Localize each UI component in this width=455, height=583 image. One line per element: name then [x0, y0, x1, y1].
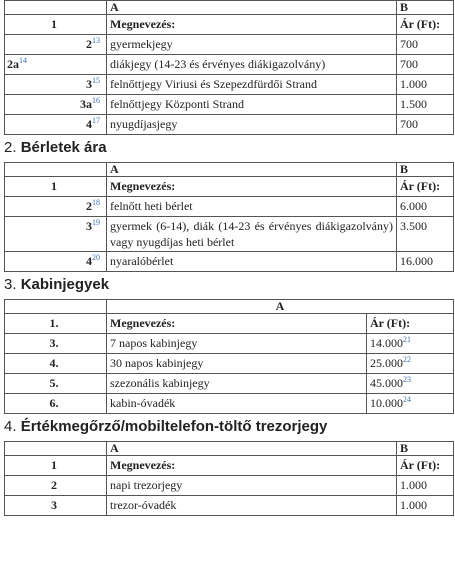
item-price: 1.000: [397, 75, 454, 95]
row-number: $4^{17}$: [5, 115, 107, 135]
footnote-link[interactable]: 14: [19, 56, 27, 65]
item-name: trezor-óvadék: [107, 496, 397, 516]
header-name: Megnevezés:: [107, 314, 367, 334]
item-name: szezonális kabinjegy: [107, 374, 367, 394]
row-number: $3^{19}$: [5, 217, 107, 252]
column-a-label: A: [107, 1, 397, 15]
pass-price-table: [4, 162, 454, 272]
header-price: Ár (Ft):: [397, 15, 454, 35]
row-number: 1: [5, 177, 107, 197]
table-header-row: [5, 15, 454, 35]
item-price: 700: [397, 35, 454, 55]
row-number: 1: [5, 15, 107, 35]
column-letter-row: [5, 300, 454, 314]
table-row: [5, 217, 454, 252]
row-number: $2^{13}$: [5, 35, 107, 55]
item-name: felnőttjegy Viriusi és Szepezdfürdői Strand: [107, 75, 397, 95]
table-row: [5, 374, 454, 394]
column-b-label: B: [397, 1, 454, 15]
item-name: 30 napos kabinjegy: [107, 354, 367, 374]
item-name: napi trezorjegy: [107, 476, 397, 496]
row-number: 3: [5, 496, 107, 516]
row-number: 5.: [5, 374, 107, 394]
table-row: [5, 334, 454, 354]
footnote-link[interactable]: 21: [403, 335, 411, 344]
footnote-link[interactable]: 16: [92, 96, 100, 105]
item-price: 3.500: [397, 217, 454, 252]
item-price: 6.000: [397, 197, 454, 217]
footnote-link[interactable]: 15: [92, 76, 100, 85]
item-price: 1.000: [397, 496, 454, 516]
item-name: nyugdíjasjegy: [107, 115, 397, 135]
table-header-row: [5, 314, 454, 334]
column-letter-row: [5, 1, 454, 15]
header-name: Megnevezés:: [107, 15, 397, 35]
table-row: [5, 75, 454, 95]
table-row: [5, 252, 454, 272]
footnote-link[interactable]: 24: [403, 395, 411, 404]
row-number: $2a^{14}$: [5, 55, 107, 75]
row-number: $3^{15}$: [5, 75, 107, 95]
table-header-row: [5, 177, 454, 197]
item-price: 700: [397, 55, 454, 75]
item-name: diákjegy (14-23 és érvényes diákigazolvány): [107, 55, 397, 75]
locker-price-table: [4, 441, 454, 516]
table-row: [5, 115, 454, 135]
row-number: 6.: [5, 394, 107, 414]
column-a-label: A: [107, 300, 454, 314]
table-row: [5, 197, 454, 217]
column-a-label: A: [107, 163, 397, 177]
table-row: [5, 354, 454, 374]
item-price: 10.000$^{24}$: [367, 394, 454, 414]
column-a-label: A: [107, 442, 397, 456]
item-name: nyaralóbérlet: [107, 252, 397, 272]
footnote-link[interactable]: 13: [92, 36, 100, 45]
table-row: [5, 476, 454, 496]
section-heading: 4. Értékmegőrző/mobiltelefon-töltő trezorjegy: [4, 418, 328, 435]
item-name: kabin-óvadék: [107, 394, 367, 414]
item-name: gyermekjegy: [107, 35, 397, 55]
item-price: 1.500: [397, 95, 454, 115]
row-number: $2^{18}$: [5, 197, 107, 217]
column-letter-row: [5, 442, 454, 456]
table-header-row: [5, 456, 454, 476]
header-name: Megnevezés:: [107, 456, 397, 476]
row-number: 1: [5, 456, 107, 476]
column-b-label: B: [397, 163, 454, 177]
footnote-link[interactable]: 19: [92, 218, 100, 227]
table-row: [5, 496, 454, 516]
cabin-price-table: [4, 299, 454, 414]
footnote-link[interactable]: 18: [92, 198, 100, 207]
item-price: 45.000$^{23}$: [367, 374, 454, 394]
footnote-link[interactable]: 20: [92, 253, 100, 262]
item-price: 25.000$^{22}$: [367, 354, 454, 374]
row-number: $4^{20}$: [5, 252, 107, 272]
item-price: 14.000$^{21}$: [367, 334, 454, 354]
row-number: $3a^{16}$: [5, 95, 107, 115]
table-row: [5, 35, 454, 55]
column-letter-row: [5, 163, 454, 177]
item-name: felnőtt heti bérlet: [107, 197, 397, 217]
row-number: 2: [5, 476, 107, 496]
row-number: 4.: [5, 354, 107, 374]
item-name: 7 napos kabinjegy: [107, 334, 367, 354]
table-row: [5, 55, 454, 75]
item-price: 700: [397, 115, 454, 135]
table-row: [5, 95, 454, 115]
footnote-link[interactable]: 23: [403, 375, 411, 384]
ticket-price-table: [4, 0, 454, 135]
item-name: felnőttjegy Központi Strand: [107, 95, 397, 115]
footnote-link[interactable]: 17: [92, 116, 100, 125]
header-price: Ár (Ft):: [397, 177, 454, 197]
footnote-link[interactable]: 22: [403, 355, 411, 364]
section-heading: 3. Kabinjegyek: [4, 276, 110, 293]
row-number: 1.: [5, 314, 107, 334]
table-row: [5, 394, 454, 414]
header-price: Ár (Ft):: [397, 456, 454, 476]
header-price: Ár (Ft):: [367, 314, 454, 334]
item-name: gyermek (6-14), diák (14-23 és érvényes diákigazolvány) vagy nyugdíjas heti bérlet: [107, 217, 397, 252]
row-number: 3.: [5, 334, 107, 354]
item-price: 1.000: [397, 476, 454, 496]
header-name: Megnevezés:: [107, 177, 397, 197]
column-b-label: B: [397, 442, 454, 456]
section-heading: 2. Bérletek ára: [4, 139, 107, 156]
item-price: 16.000: [397, 252, 454, 272]
